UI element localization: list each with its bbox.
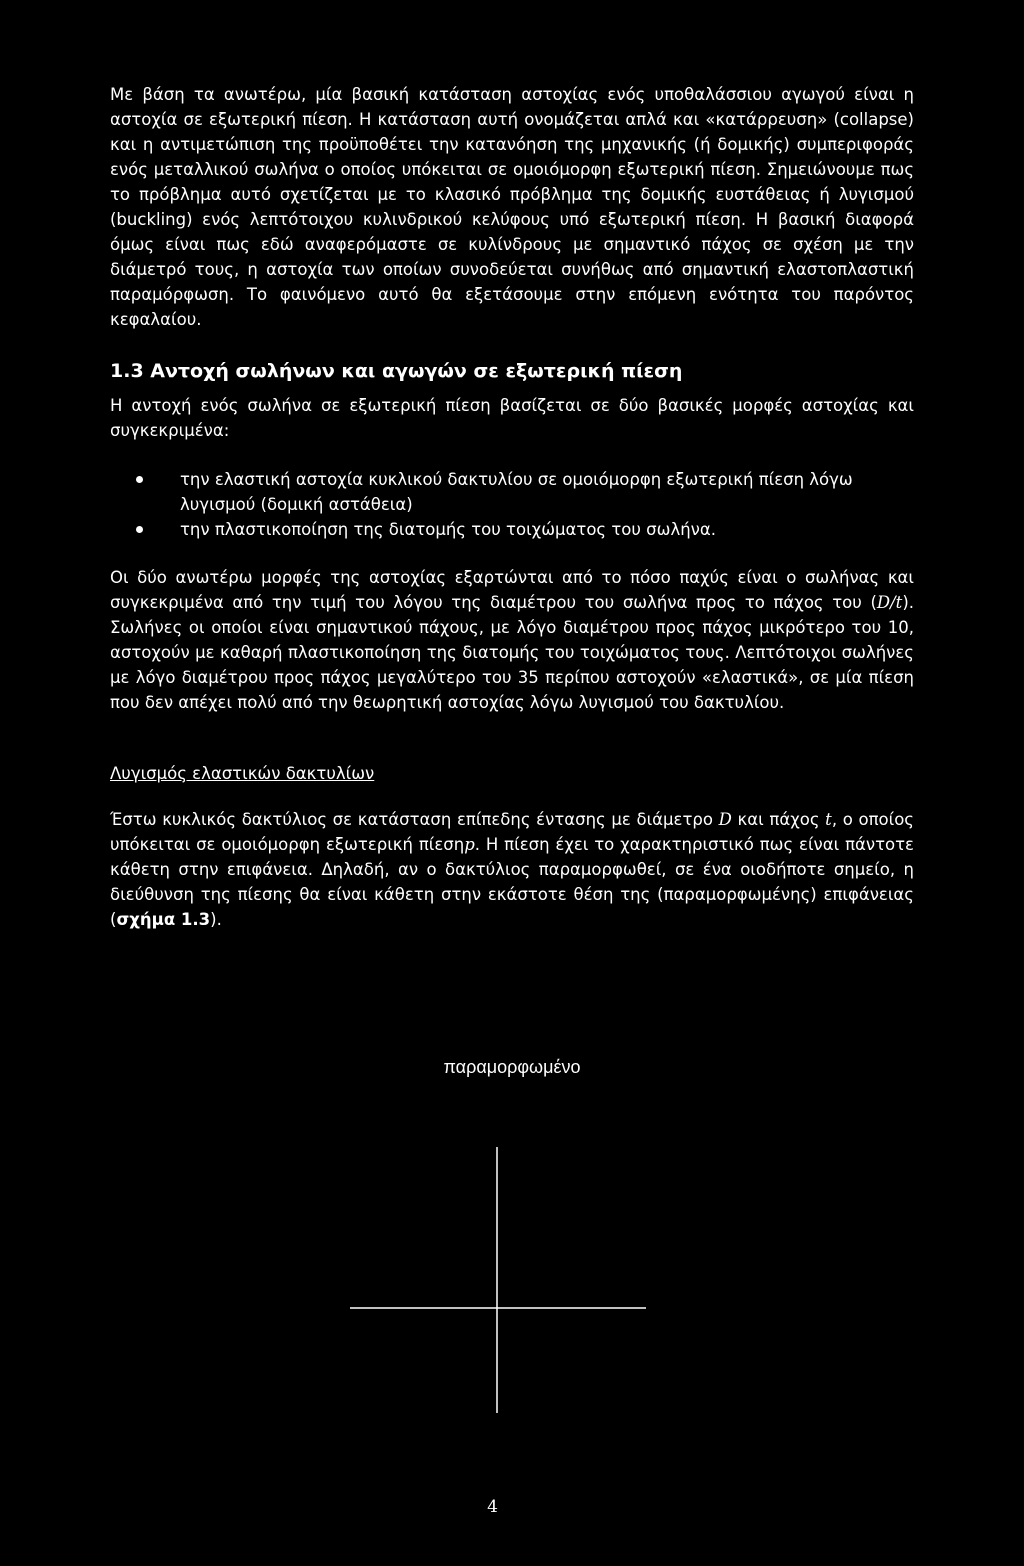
ring-text-c: , ο οποίος υπόκειται σε ομοιόμορφη εξωτερική πίεση	[110, 810, 914, 854]
intro-part1: Με βάση τα ανωτέρω, μία βασική κατάσταση αστοχίας ενός υποθαλάσσιου αγωγού είναι η αστοχία σε εξωτερική πίεση. Η κατάσταση αυτή ονομάζεται απλά και «κατάρρευση» (collapse) και η αντιμετώπιση της προϋποθέτει την κατανόηση της μηχανικής (ή δομικής) συμπεριφοράς ενός μεταλλικού σωλήνα ο οποίος υπόκειται σε ομοιόμορφη εξωτερική πίεση.	[110, 85, 914, 179]
section-number: 1.3	[110, 360, 144, 382]
figure-label: παραμορφωμένο	[443, 1057, 581, 1077]
ring-text-e: ).	[210, 910, 222, 929]
list-item-text: την πλαστικοποίηση της διατομής του τοιχώματος του σωλήνα.	[180, 520, 717, 539]
list-item-text: την ελαστική αστοχία κυκλικού δακτυλίου σε ομοιόμορφη εξωτερική πίεση λόγω λυγισμού (δομική αστάθεια)	[180, 470, 853, 514]
ring-text-b: και πάχος	[731, 810, 826, 829]
section-lead-paragraph: Η αντοχή ενός σωλήνα σε εξωτερική πίεση βασίζεται σε δύο βασικές μορφές αστοχίας και συγκεκριμένα:	[110, 396, 914, 440]
ratio-d-over-t: D/t	[876, 593, 903, 612]
ring-text-d: . Η πίεση έχει το χαρακτηριστικό πως είναι πάντοτε κάθετη στην επιφάνεια. Δηλαδή, αν ο δακτύλιος παραμορφωθεί, σε ένα οιοδήποτε σημείο, η διεύθυνση της πίεσης θα είναι κάθετη στην εκάστοτε θέση της (παραμορφωμένης) επιφάνειας (	[110, 835, 914, 929]
symbol-diameter: D	[718, 810, 732, 829]
section-title: Αντοχή σωλήνων και αγωγών σε εξωτερική πίεση	[143, 360, 683, 382]
para2-text-before: Οι δύο ανωτέρω μορφές της αστοχίας εξαρτώνται από το πόσο παχύς είναι ο σωλήνας και συγκεκριμένα από την τιμή του λόγου της διαμέτρου του σωλήνα προς το πάχος του (	[110, 568, 914, 612]
subsection-title: Λυγισμός ελαστικών δακτυλίων	[110, 764, 375, 783]
ring-text-a: Έστω κυκλικός δακτύλιος σε κατάσταση επίπεδης έντασης με διάμετρο	[110, 810, 719, 829]
para2-text-after: ). Σωλήνες οι οποίοι είναι σημαντικού πάχους, με λόγο διαμέτρου προς πάχος μικρότερο του 10, αστοχούν με καθαρή πλαστικοποίηση της διατομής του τοιχώματος τους. Λεπτότοιχοι σωλήνες με λόγο διαμέτρου προς πάχος μεγαλύτερο του 35 περίπου αστοχούν «ελαστικά», σε μία πίεση που δεν απέχει πολύ από την θεωρητική αστοχίας λόγω λυγισμού του δακτυλίου.	[110, 593, 914, 712]
symbol-pressure: p	[464, 835, 475, 854]
figure-reference: σχήμα 1.3	[116, 910, 211, 929]
page-number: 4	[487, 1497, 498, 1517]
symbol-thickness: t	[825, 810, 832, 829]
intro-part2: Σημειώνουμε πως το πρόβλημα αυτό σχετίζεται με το κλασικό πρόβλημα της δομικής ευστάθειας ή λυγισμού (buckling) ενός λεπτότοιχου κυλινδρικού κελύφους υπό εξωτερική πίεση. Η βασική διαφορά όμως είναι πως εδώ αναφερόμαστε σε κυλίνδρους με σημαντικό πάχος σε σχέση με την διάμετρό τους, η αστοχία των οποίων συνοδεύεται συνήθως από σημαντική ελαστοπλαστική παραμόρφωση. Το φαινόμενο αυτό θα εξετάσουμε στην επόμενη ενότητα του παρόντος κεφαλαίου.	[110, 160, 914, 329]
